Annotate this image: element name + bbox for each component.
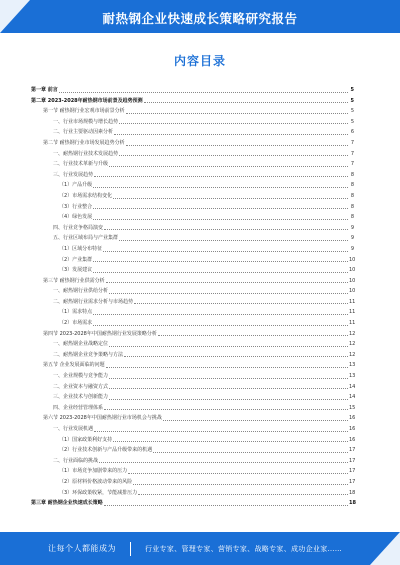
toc-entry-text: 四、行业竞争格局演变 <box>53 224 104 231</box>
toc-page-number: 17 <box>349 447 356 454</box>
toc-entry-text: （3）环保政策收紧，节能减排压力 <box>59 489 138 496</box>
toc-entry[interactable] <box>31 138 354 149</box>
toc-leader-dots <box>113 440 348 442</box>
toc-leader-dots <box>126 112 348 114</box>
toc-entry[interactable] <box>31 392 354 403</box>
toc-entry-text: （2）市场需求结构变化 <box>59 192 113 199</box>
toc-entry-text: （4）绿色发展 <box>59 214 93 221</box>
toc-leader-dots <box>109 377 348 379</box>
toc-leader-dots <box>163 419 348 421</box>
toc-page-number: 11 <box>349 298 356 305</box>
toc-page-number: 11 <box>349 320 356 327</box>
toc-page-number: 7 <box>350 150 354 157</box>
toc-leader-dots <box>94 430 348 432</box>
toc-page-number: 14 <box>349 394 356 401</box>
toc-leader-dots <box>119 154 348 156</box>
report-title: 耐热钢企业快速成长策略研究报告 <box>102 10 298 26</box>
toc-page-number: 9 <box>350 245 354 252</box>
toc-entry[interactable] <box>31 403 354 414</box>
toc-leader-dots <box>93 186 348 188</box>
toc-leader-dots <box>113 197 348 199</box>
toc-entry-text: 三、行业发展趋势 <box>53 171 94 178</box>
toc-leader-dots <box>106 366 348 368</box>
toc-leader-dots <box>126 144 348 146</box>
toc-entry-text: 一、行业发展机遇 <box>53 426 94 432</box>
toc-page-number: 12 <box>349 351 356 358</box>
toc-entry[interactable] <box>31 265 354 276</box>
toc-leader-dots <box>109 345 348 347</box>
toc-entry-text: 一、行业市场规模与增长趋势 <box>53 118 119 125</box>
toc-entry-text: （1）国家政策利好支持 <box>59 436 113 443</box>
toc-leader-dots <box>93 313 348 315</box>
toc-page-number: 18 <box>349 500 356 507</box>
toc-entry[interactable] <box>31 276 354 287</box>
toc-leader-dots <box>138 493 348 495</box>
toc-page-number: 10 <box>349 288 356 295</box>
toc-entry[interactable] <box>31 297 354 308</box>
toc-page-number: 9 <box>350 224 354 231</box>
toc-page-number: 14 <box>349 383 356 390</box>
toc-leader-dots <box>99 461 348 463</box>
toc-page-number: 11 <box>349 309 356 316</box>
toc-entry-text: （2）产业集群 <box>59 256 93 263</box>
toc-entry-text: 第三章 耐热钢企业快速成长策略 <box>31 500 103 507</box>
toc-leader-dots <box>93 207 348 209</box>
toc-leader-dots <box>104 228 348 230</box>
toc-entry[interactable] <box>31 456 354 467</box>
toc-entry-text: 二、耐热钢行业需求分析与市场趋势 <box>53 298 134 305</box>
toc-entry-text: （3）行业整合 <box>59 203 93 210</box>
toc-leader-dots <box>144 101 348 103</box>
toc-page-number: 5 <box>350 108 354 115</box>
toc-entry[interactable] <box>31 413 354 424</box>
toc-leader-dots <box>109 387 348 389</box>
toc-entry[interactable] <box>31 350 354 361</box>
toc-entry[interactable] <box>31 202 354 213</box>
toc-entry[interactable] <box>31 318 354 329</box>
toc-leader-dots <box>109 292 348 294</box>
toc-entry-text: （1）市场竞争加剧带来的压力 <box>59 468 128 475</box>
toc-page-number: 7 <box>350 161 354 168</box>
toc-leader-dots <box>153 451 348 453</box>
toc-leader-dots <box>104 504 348 506</box>
toc-leader-dots <box>59 91 348 93</box>
toc-entry-text: 四、企业经营管理体系 <box>53 404 104 411</box>
toc-entry-text: 二、行业技术革新与升级 <box>53 161 109 168</box>
toc-leader-dots <box>158 334 348 336</box>
toc-leader-dots <box>119 122 348 124</box>
toc-entry[interactable] <box>31 488 354 499</box>
toc-leader-dots <box>103 250 348 252</box>
toc-entry-text: （2）市场需求 <box>59 320 93 327</box>
toc-page-number: 16 <box>349 426 356 432</box>
toc-page-number: 7 <box>350 139 354 146</box>
toc-entry-text: 二、行业主要驱动因素分析 <box>53 129 114 136</box>
toc-entry-text: 一、企业规模与竞争能力 <box>53 373 109 380</box>
toc-entry-text: 第一节 耐热钢行业宏观市场前景分析 <box>43 108 125 115</box>
toc-entry-text: （1）产品升级 <box>59 182 93 189</box>
toc-leader-dots <box>93 260 348 262</box>
toc-leader-dots <box>106 281 348 283</box>
toc-entry[interactable] <box>31 382 354 393</box>
toc-leader-dots <box>93 218 348 220</box>
toc-entry[interactable] <box>31 117 354 128</box>
toc-entry[interactable] <box>31 223 354 234</box>
toc-page-number: 13 <box>349 373 356 380</box>
toc-entry[interactable] <box>31 255 354 266</box>
footer-corner-decoration <box>370 532 400 565</box>
toc-page-number: 12 <box>349 341 356 348</box>
toc-page-number: 10 <box>349 277 356 284</box>
toc-page-number: 5 <box>350 87 354 93</box>
toc-entry-text: （2）原材料价格波动带来的风险 <box>59 478 133 485</box>
toc-entry[interactable] <box>31 371 354 382</box>
toc-entry[interactable] <box>31 498 354 509</box>
toc-entry[interactable] <box>31 445 354 456</box>
toc-entry-text: （1）需求特点 <box>59 309 93 316</box>
footer-slogan-left: 让每个人都能成为 <box>48 544 116 553</box>
toc-page-number: 16 <box>349 436 356 443</box>
toc-entry-text: 第二节 耐热钢行业市场发展趋势分析 <box>43 139 125 146</box>
toc-page-number: 16 <box>349 415 356 422</box>
toc-entry-text: 一、耐热钢行业供给分析 <box>53 288 109 295</box>
toc-entry[interactable] <box>31 191 354 202</box>
toc-page-number: 8 <box>350 171 354 178</box>
toc-page-number: 10 <box>349 267 356 274</box>
toc-entry-text: 一、耐热钢行业技术发展趋势 <box>53 150 119 157</box>
toc-leader-dots <box>128 472 348 474</box>
toc-entry-text: 二、企业资本与融资方式 <box>53 383 109 390</box>
toc-entry-text: （3）发展建议 <box>59 267 93 274</box>
toc-page-number: 13 <box>349 362 356 369</box>
toc-page-number: 12 <box>349 330 356 337</box>
header-corner-decoration <box>0 0 30 33</box>
toc-leader-dots <box>94 175 348 177</box>
toc-page-number: 15 <box>349 404 356 411</box>
toc-entry[interactable] <box>31 96 354 107</box>
toc-entry-text: 五、行业区域布局与产业集群 <box>53 235 119 242</box>
toc-leader-dots <box>109 398 348 400</box>
footer-slogan-right: 行业专家、管理专家、营销专家、战略专家、成功企业家…… <box>145 544 343 553</box>
toc-entry[interactable] <box>31 286 354 297</box>
toc-entry-text: 一、耐热钢企业战略定位 <box>53 341 109 348</box>
toc-leader-dots <box>109 165 348 167</box>
toc-entry[interactable] <box>31 477 354 488</box>
page-footer <box>0 532 400 565</box>
toc-entry[interactable] <box>31 307 354 318</box>
toc-entry[interactable] <box>31 127 354 138</box>
toc-page-number: 17 <box>349 457 356 464</box>
toc-leader-dots <box>133 483 348 485</box>
toc-page-number: 8 <box>350 214 354 221</box>
toc-entry[interactable] <box>31 149 354 160</box>
toc-entry-text: 第六节 2023-2028年中国耐热钢行业市场机会与挑战 <box>43 415 162 422</box>
toc-entry[interactable] <box>31 159 354 170</box>
toc-entry[interactable] <box>31 244 354 255</box>
toc-entry[interactable] <box>31 339 354 350</box>
toc-page-number: 17 <box>349 468 356 475</box>
toc-page-number: 8 <box>350 203 354 210</box>
toc-entry-text: 第四节 2023-2028年中国耐热钢行业发展策略分析 <box>43 330 157 337</box>
toc-entry-text: 二、行业面临的挑战 <box>53 457 99 464</box>
toc-entry[interactable] <box>31 106 354 117</box>
toc-entry[interactable] <box>31 435 354 446</box>
toc-leader-dots <box>119 239 348 241</box>
toc-entry-text: 第一章 前言 <box>31 87 58 93</box>
toc-entry[interactable] <box>31 233 354 244</box>
toc-title: 内容目录 <box>173 54 226 68</box>
toc-page-number: 8 <box>350 192 354 199</box>
toc-page-number: 5 <box>350 97 354 104</box>
toc-entry-text: 三、企业技术与创新能力 <box>53 394 109 401</box>
toc-entry[interactable] <box>31 85 354 96</box>
toc-page-number: 9 <box>350 235 354 242</box>
toc-entry[interactable] <box>31 180 354 191</box>
page-header <box>0 0 400 33</box>
toc-entry[interactable] <box>31 170 354 181</box>
toc-entry-text: 二、耐热钢企业竞争策略与方法 <box>53 351 124 358</box>
toc-entry[interactable] <box>31 424 354 435</box>
toc-entry[interactable] <box>31 466 354 477</box>
toc-entry[interactable] <box>31 360 354 371</box>
footer-divider <box>130 542 131 556</box>
toc-entry[interactable] <box>31 329 354 340</box>
toc-page-number: 5 <box>350 118 354 125</box>
toc-leader-dots <box>134 302 348 304</box>
toc-page-number: 6 <box>350 129 354 136</box>
toc-leader-dots <box>104 408 348 410</box>
toc-entry-text: （1）区域分布特征 <box>59 245 103 252</box>
toc-entry[interactable] <box>31 212 354 223</box>
toc-leader-dots <box>93 324 348 326</box>
toc-entry-text: 第三节 耐热钢行业供需分析 <box>43 277 105 284</box>
toc-page-number: 17 <box>349 478 356 485</box>
toc-leader-dots <box>114 133 348 135</box>
toc-page-number: 8 <box>350 182 354 189</box>
toc-entry-text: 第二章 2023-2028年耐热钢市场前景及趋势预测 <box>31 97 143 104</box>
toc-page-number: 18 <box>349 489 356 496</box>
toc-page-number: 10 <box>349 256 356 263</box>
table-of-contents <box>31 85 354 509</box>
toc-entry-text: （2）行业技术创新与产品升级带来的机遇 <box>59 447 153 454</box>
toc-entry-text: 第五节 企业发展面临的问题 <box>43 362 105 369</box>
toc-leader-dots <box>124 355 348 357</box>
toc-leader-dots <box>93 271 348 273</box>
